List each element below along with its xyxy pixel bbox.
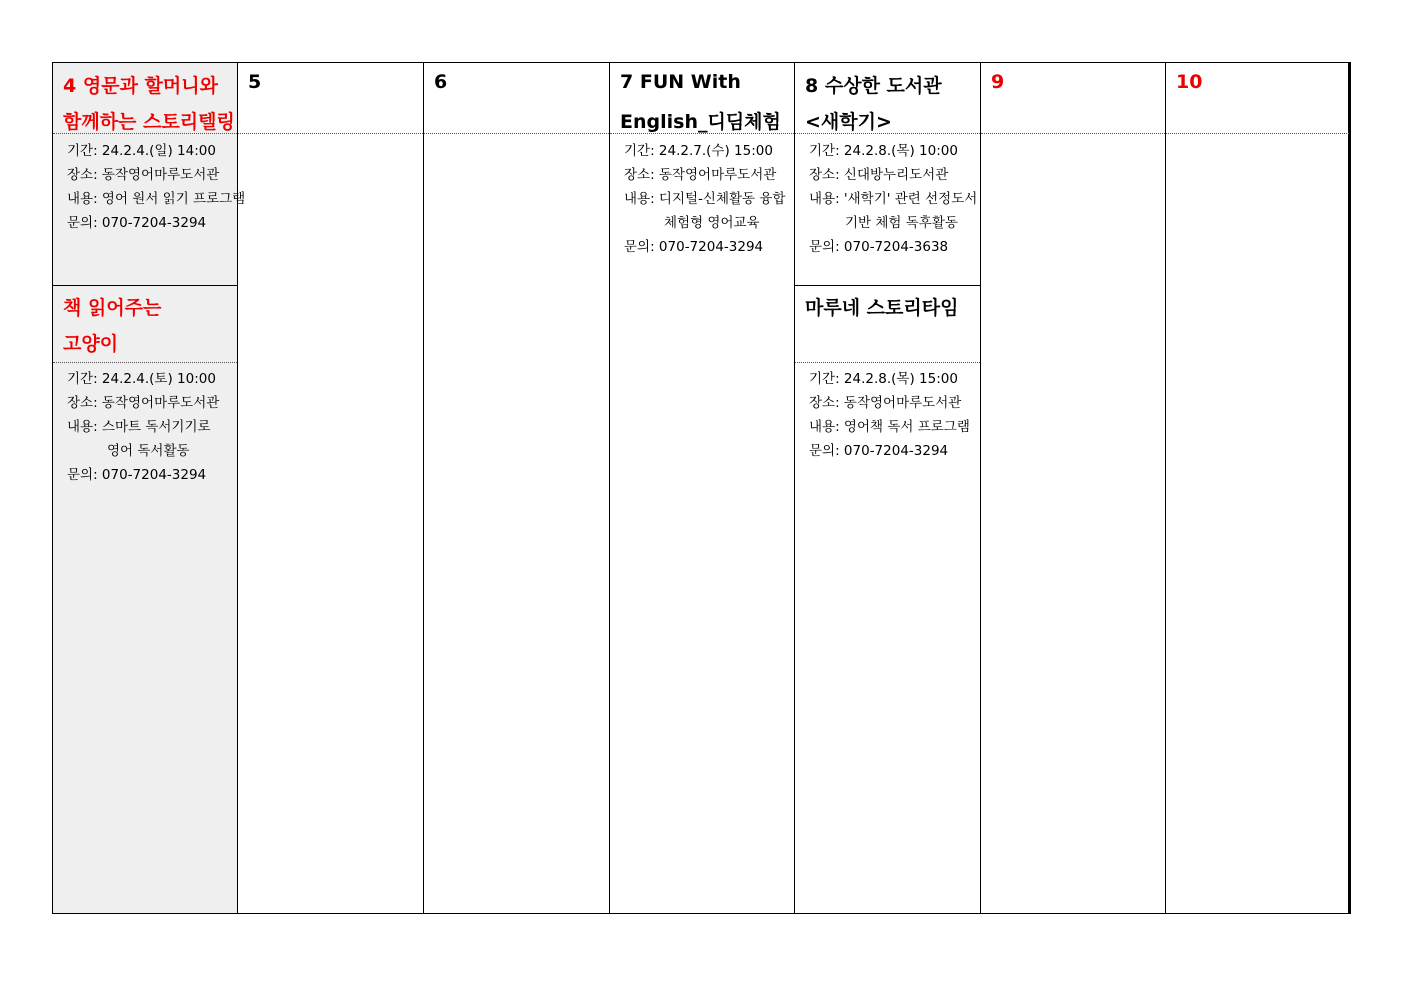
event-title-line2: 고양이: [63, 333, 119, 355]
event-place: 장소: 동작영어마루도서관: [67, 167, 220, 183]
day-column-4: [53, 63, 246, 913]
day-column-9: [981, 63, 1166, 913]
day-header-9: [981, 63, 1165, 134]
day-column-8: [795, 63, 981, 913]
event-date: 기간: 24.2.8.(목) 15:00: [809, 371, 958, 387]
event-details: [809, 367, 970, 463]
day-number: 5: [248, 71, 262, 93]
day-header-10: [1166, 63, 1349, 134]
event-place: 장소: 동작영어마루도서관: [809, 395, 962, 411]
calendar-week: [52, 62, 1351, 914]
event-title-line1: FUN With: [639, 71, 741, 93]
event-content: 내용: 디지털-신체활동 융합: [624, 191, 786, 207]
event-title: [805, 71, 942, 98]
day-number: 7: [620, 71, 634, 93]
event-date: 기간: 24.2.7.(수) 15:00: [624, 143, 773, 159]
day-number: 8: [805, 75, 819, 97]
event-title-line2: <새학기>: [805, 111, 892, 133]
day-column-6: [424, 63, 610, 913]
event-content: 내용: 영어 원서 읽기 프로그램: [67, 191, 246, 207]
event-contact: 문의: 070-7204-3294: [809, 443, 949, 459]
event-content-cont: 체험형 영어교육: [664, 215, 760, 231]
day-number: 10: [1176, 71, 1203, 93]
event-details: [67, 367, 219, 487]
event-title-line1: 마루네 스토리타임: [805, 297, 959, 319]
event-title-line2: 함께하는 스토리텔링: [63, 111, 235, 133]
event-date: 기간: 24.2.8.(목) 10:00: [809, 143, 958, 159]
event-title-line1: 수상한 도서관: [824, 75, 942, 97]
day-header-8: [795, 63, 980, 134]
day-header-6: [424, 63, 609, 134]
event-title: [63, 71, 218, 98]
event-content: 내용: 영어책 독서 프로그램: [809, 419, 970, 435]
event-content: 내용: '새학기' 관련 선정도서: [809, 191, 978, 207]
event-content-cont: 영어 독서활동: [107, 443, 190, 459]
day-column-5: [238, 63, 424, 913]
event-details: [624, 139, 785, 259]
event-title-line1: 영문과 할머니와: [82, 75, 218, 97]
event-place: 장소: 동작영어마루도서관: [624, 167, 777, 183]
event-title: [620, 71, 741, 93]
day-number: 6: [434, 71, 448, 93]
day-number: 9: [991, 71, 1005, 93]
day-header-4: [53, 63, 237, 134]
event-place: 장소: 신대방누리도서관: [809, 167, 949, 183]
event-contact: 문의: 070-7204-3294: [67, 467, 207, 483]
event-divider: [795, 285, 980, 286]
day-number: 4: [63, 75, 77, 97]
event-title-line2: English_디딤체험: [620, 111, 781, 133]
event-place: 장소: 동작영어마루도서관: [67, 395, 220, 411]
event-date: 기간: 24.2.4.(일) 14:00: [67, 143, 216, 159]
day-header-7: [610, 63, 794, 134]
event-contact: 문의: 070-7204-3294: [67, 215, 207, 231]
event-contact: 문의: 070-7204-3294: [624, 239, 764, 255]
event-header-divider: [795, 362, 980, 363]
day-column-7: [610, 63, 795, 913]
event-title-line1: 책 읽어주는: [63, 297, 162, 319]
event-details: [67, 139, 245, 235]
event-details: [809, 139, 977, 259]
day-column-10: [1166, 63, 1349, 913]
event-content-cont: 기반 체험 독후활동: [845, 215, 958, 231]
event-header-divider: [53, 362, 237, 363]
event-contact: 문의: 070-7204-3638: [809, 239, 949, 255]
event-divider: [53, 285, 237, 286]
event-date: 기간: 24.2.4.(토) 10:00: [67, 371, 216, 387]
day-header-5: [238, 63, 423, 134]
event-content: 내용: 스마트 독서기기로: [67, 419, 211, 435]
